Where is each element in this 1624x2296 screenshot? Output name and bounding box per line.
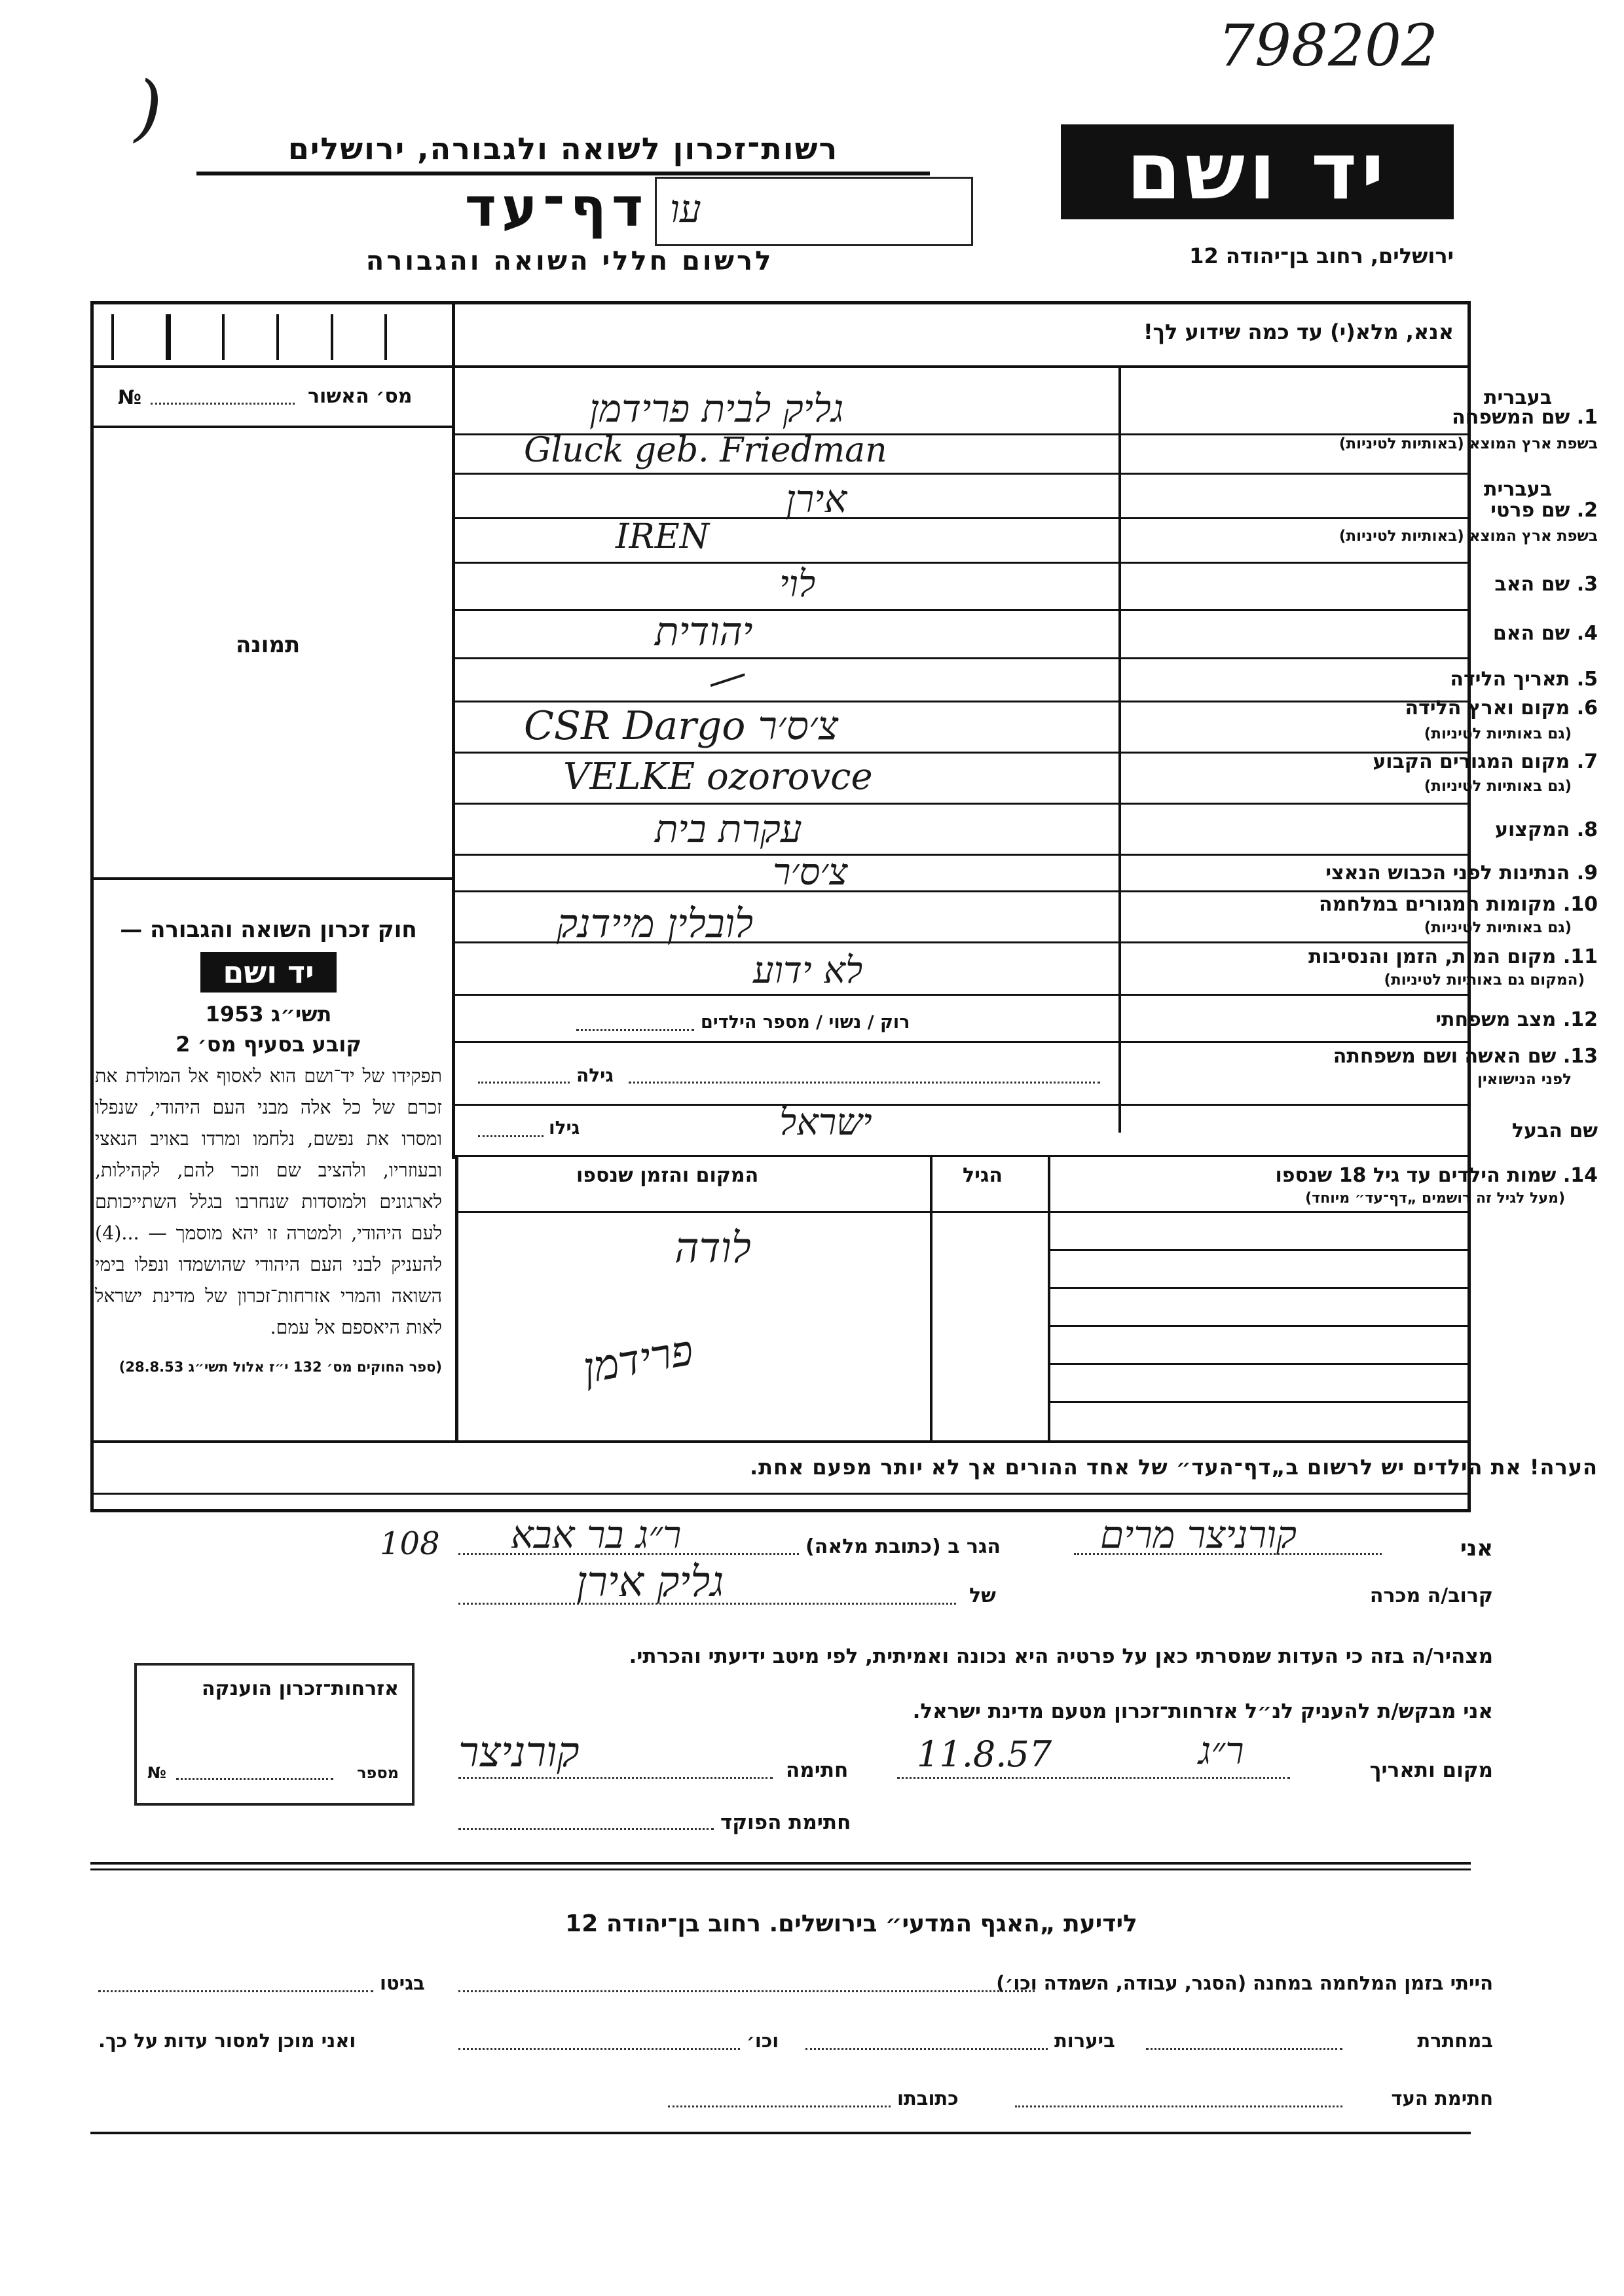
field-1-value-he[interactable]: גליק לבית פרידמן [589,386,844,431]
yad-vashem-logo: יד ושם [1061,124,1454,219]
field-12-options[interactable]: רוק / נשוי / מספר הילדים [701,1012,910,1032]
margin-mark: ( [134,65,162,149]
field-1-label: 1. שם המשפחה [1452,406,1598,429]
form-subtitle: לרשום חללי השואה והגבורה [365,246,774,276]
field-8-value[interactable]: עקרת בית [655,807,802,851]
field-3-value[interactable]: לוי [779,563,816,606]
field-4-label: 4. שם האם [1492,622,1598,645]
field-12-label: 12. מצב משפחתי [1435,1008,1598,1031]
instruction: אנא, מלא(י) עד כמה שידוע לך! [1143,319,1454,344]
archive-number: 798202 [1218,12,1438,79]
citizenship-box: אזרחות־זכרון הוענקה מספר № [134,1663,415,1806]
declarant-address[interactable]: ר״ג בר אבא [511,1512,682,1557]
ticks [111,314,439,360]
field-9-label: 9. הנתינות לפני הכבוש הנאצי [1325,862,1598,884]
husband-label: שם הבעל [1511,1120,1598,1142]
declarant-name[interactable]: קורניצר מרים [1100,1512,1297,1557]
field-5-value[interactable]: — [701,649,753,706]
relation-label: קרוב/ה מכרה [1369,1584,1493,1607]
declaration-text: מצהיר/ה בזה כי העדות שמסרתי כאן על פרטיה היא נכונה ואמיתית, לפי מיטב ידיעתי והכרתי. [629,1645,1493,1668]
field-7-label: 7. מקום המגורים הקבוע [1373,750,1598,773]
field-10-label: 10. מקומות המגורים במלחמה [1319,893,1598,916]
field-7-value[interactable]: VELKE ozorovce [563,756,873,798]
address: ירושלים, רחוב בן־יהודה 12 [1189,244,1454,268]
approval-label: מס׳ האשור [308,385,413,408]
children-label: 14. שמות הילדים עד גיל 18 שנספו [1275,1164,1598,1187]
husband-value[interactable]: ישראל [779,1101,872,1144]
authority-name: רשות־זכרון לשואה ולגבורה, ירושלים [287,131,839,166]
declarant-signature[interactable]: קורניצר [458,1728,580,1777]
declarant-address-extra[interactable]: 108 [380,1525,440,1562]
declaration-date[interactable]: 11.8.57 [917,1734,1052,1775]
field-10-value[interactable]: לובלין מיידנק [557,901,754,947]
field-2-value-latin[interactable]: IREN [616,517,710,556]
field-11-value[interactable]: לא ידוע [753,949,863,992]
children-col-place: המקום והזמן שנספו [576,1164,759,1187]
field-11-label: 11. מקום המות, הזמן והנסיבות [1308,945,1598,968]
field-5-label: 5. תאריך הלידה [1450,668,1598,691]
officer-label: חתימת הפוקד [720,1811,851,1834]
field-9-value[interactable]: צ׳ס׳ר [773,851,848,894]
place-date-label: מקום ותאריך [1369,1758,1493,1782]
child-entry[interactable]: פרידמן [579,1326,697,1394]
note: הערה! את הילדים יש לרשום ב„דף־העד״ של אחד ההורים אך לא יותר מפעם אחת. [749,1455,1598,1480]
law-box: חוק זכרון השואה והגבורה — יד ושם תשי״ג 1953 קובע בסעיף מס׳ 2 תפקידו של יד־ושם הוא לאסוף אל המולדת את זכרם של כל אלה מבני העם היהודי, שנפלו ומסרו את נפשם, נלחמו ומרדו באויב הנאצי ובעוזריו, ולהציב שם וזכר להם, לקהילות, לארגונים ולמוסדות שנחרבו בגלל השתייכותם לעם היהודי, ולמטרה זו יהא מוסמך — ...(4) להעניק לבני העם היהודי שהושמדו ונפלו בימי השואה והמרי אזרחות־זכרון של מדינת ישראל לאות היאספם אל עמם. (ספר החוקים מס׳ 132 י״ז אלול תשי״ג 28.8.53) [95,917,442,1375]
request-text: אני מבקש/ת להעניק לנ״ל אזרחות־זכרון מטעם מדינת ישראל. [912,1700,1493,1723]
field-6-label: 6. מקום וארץ הלידה [1405,697,1598,720]
footer-title: לידיעת „האגף המדעי״ בירושלים. רחוב בן־יהודה 12 [565,1910,1137,1937]
child-entry[interactable]: לודה [674,1224,751,1273]
field-4-value[interactable]: יהודית [655,609,753,655]
field-8-label: 8. המקצוע [1494,818,1598,841]
field-2-value-he[interactable]: אירן [786,477,847,521]
field-1-value-latin[interactable]: Gluck geb. Friedman [524,431,887,470]
relation-of-name[interactable]: גליק אירן [576,1558,724,1607]
stamp-box: עו [655,177,973,246]
photo-label: תמונה [236,632,301,658]
field-13-label: 13. שם האשה ושם משפחתה [1333,1045,1598,1068]
declaration-place[interactable]: ר״ג [1198,1728,1244,1773]
field-2-label: 2. שם פרטי [1490,499,1598,522]
field-6-value[interactable]: CSR Dargo צ׳ס׳ר [524,703,839,749]
form-title: דף־עד [464,177,649,239]
children-col-age: הגיל [963,1164,1003,1187]
declarant-ani: אני [1460,1535,1493,1561]
field-3-label: 3. שם האב [1494,573,1598,596]
